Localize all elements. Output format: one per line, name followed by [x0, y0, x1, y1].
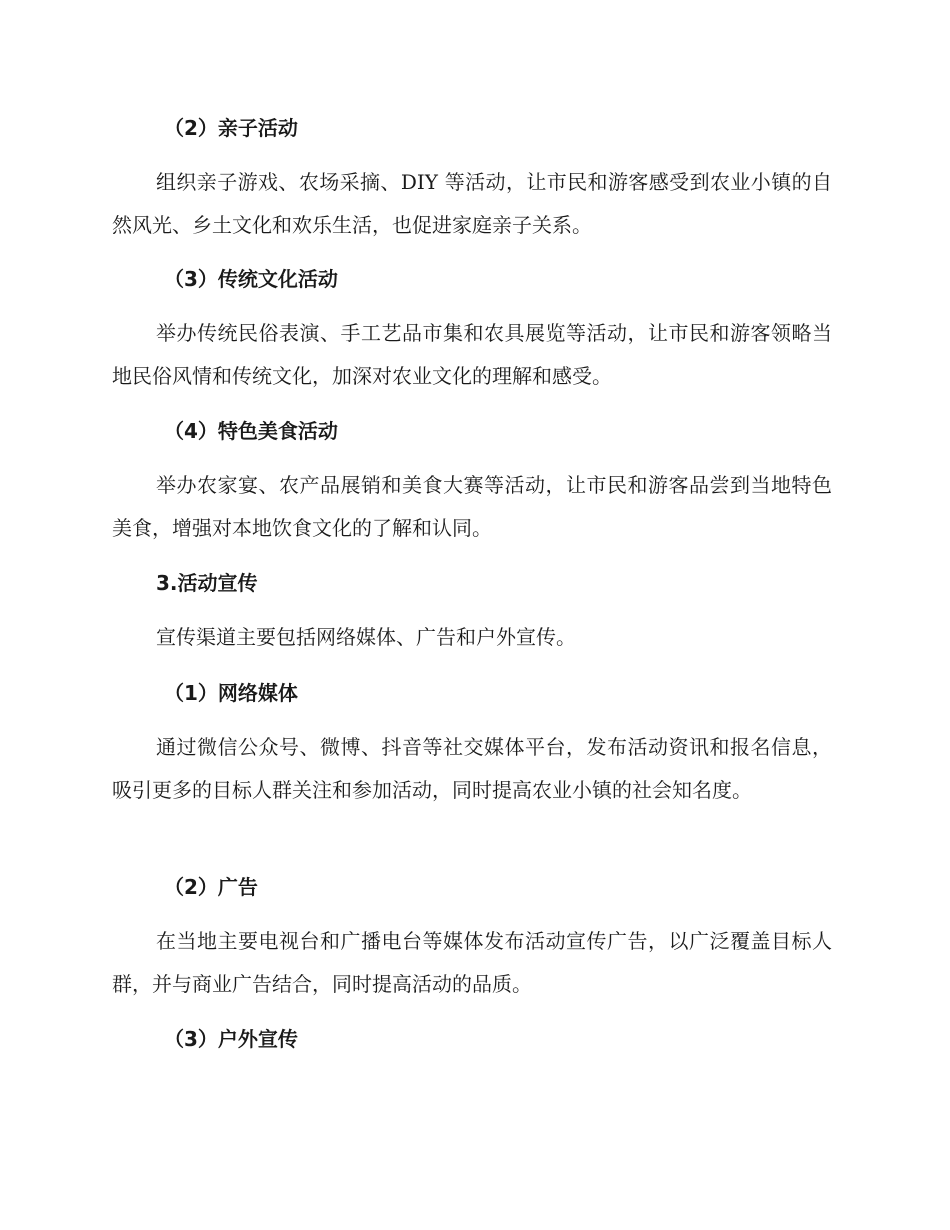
- heading-online-media: （1）网络媒体: [164, 681, 298, 705]
- heading-outdoor-promotion: （3）户外宣传: [164, 1027, 298, 1051]
- paragraph-traditional-culture: 举办传统民俗表演、手工艺品市集和农具展览等活动，让市民和游客领略当地民俗风情和传统文化，加深对农业文化的理解和感受。: [112, 321, 832, 388]
- heading-special-food: （4）特色美食活动: [164, 419, 338, 443]
- paragraph-advertising: 在当地主要电视台和广播电台等媒体发布活动宣传广告，以广泛覆盖目标人群，并与商业广告结合，同时提高活动的品质。: [112, 929, 832, 996]
- paragraph-parent-child-activities: 组织亲子游戏、农场采摘、DIY 等活动，让市民和游客感受到农业小镇的自然风光、乡土文化和欢乐生活，也促进家庭亲子关系。: [112, 170, 832, 237]
- heading-advertising: （2）广告: [164, 875, 258, 899]
- paragraph-special-food: 举办农家宴、农产品展销和美食大赛等活动，让市民和游客品尝到当地特色美食，增强对本地饮食文化的了解和认同。: [112, 473, 832, 540]
- heading-traditional-culture: （3）传统文化活动: [164, 267, 338, 291]
- paragraph-online-media: 通过微信公众号、微博、抖音等社交媒体平台，发布活动资讯和报名信息，吸引更多的目标人群关注和参加活动，同时提高农业小镇的社会知名度。: [112, 735, 832, 802]
- heading-parent-child-activities: （2）亲子活动: [164, 116, 298, 140]
- section-heading-promotion: 3.活动宣传: [156, 571, 258, 595]
- paragraph-promotion-channels: 宣传渠道主要包括网络媒体、广告和户外宣传。: [156, 625, 576, 649]
